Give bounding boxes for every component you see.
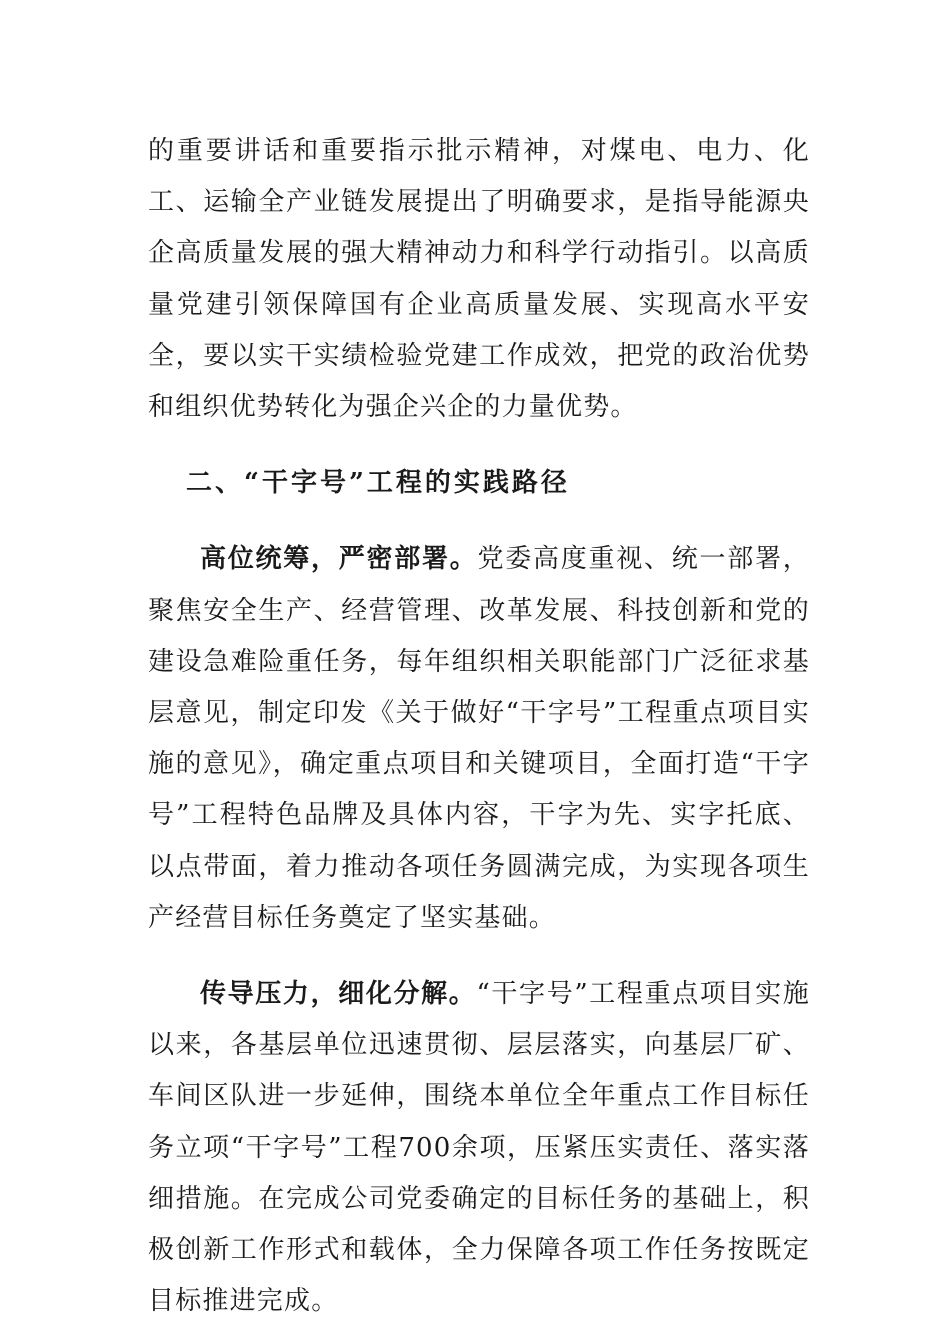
paragraph-intro: 的重要讲话和重要指示批示精神，对煤电、电力、化工、运输全产业链发展提出了明确要求，是指导能源央企高质量发展的强大精神动力和科学行动指引。以高质量党建引领保障国有企业高质量发展、实现高水平安全，要以实干实绩检验党建工作成效，把党的政治优势和组织优势转化为强企兴企的力量优势。 — [148, 136, 810, 423]
paragraph-planning — [148, 534, 810, 944]
paragraph-body-planning: 党委高度重视、统一部署，聚焦安全生产、经营管理、改革发展、科技创新和党的建设急难险重任务，每年组织相关职能部门广泛征求基层意见，制定印发《关于做好“干字号”工程重点项目实施的意见》，确定重点项目和关键项目，全面打造“干字号”工程特色品牌及具体内容，干字为先、实字托底、以点带面，着力推动各项任务圆满完成，为实现各项生产经营目标任务奠定了坚实基础。 — [148, 544, 810, 933]
paragraph-lead-pressure: 传导压力，细化分解。 — [200, 979, 477, 1010]
paragraph-pressure — [148, 969, 810, 1327]
paragraph-lead-planning: 高位统筹，严密部署。 — [200, 544, 478, 575]
section-heading: 二、“干字号”工程的实践路径 — [186, 468, 570, 499]
paragraph-body-pressure: “干字号”工程重点项目实施以来，各基层单位迅速贯彻、层层落实，向基层厂矿、车间区队进一步延伸，围绕本单位全年重点工作目标任务立项“干字号”工程700余项，压紧压实责任、落实落细措施。在完成公司党委确定的目标任务的基础上，积极创新工作形式和载体，全力保障各项工作任务按既定目标推进完成。 — [148, 979, 810, 1317]
document-body — [148, 126, 810, 1327]
